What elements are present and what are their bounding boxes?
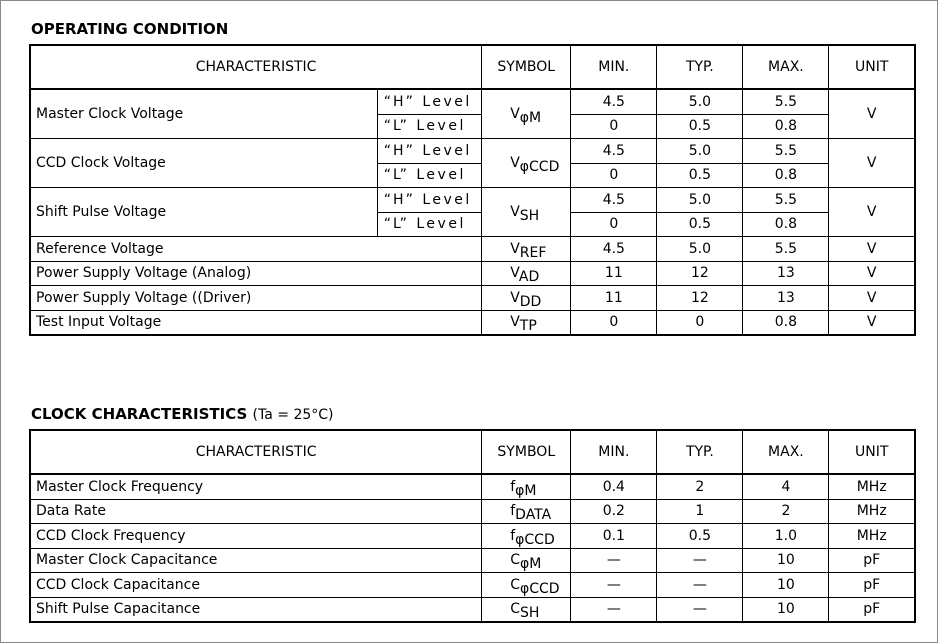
symbol-main: C — [510, 601, 520, 618]
level-h-cell: “H” Level — [377, 89, 481, 114]
min-cell: 4.5 — [571, 237, 657, 262]
max-cell: 2 — [743, 499, 829, 524]
max-cell: 5.5 — [743, 237, 829, 262]
symbol-subscript: φCCD — [515, 531, 555, 548]
min-cell: — — [571, 597, 657, 622]
symbol-subscript: SH — [519, 208, 540, 224]
symbol-main: f — [510, 478, 516, 495]
characteristic-cell: CCD Clock Voltage — [30, 139, 377, 188]
min-cell: 0.1 — [571, 524, 657, 549]
symbol-subscript: DATA — [515, 507, 552, 524]
symbol-subscript: φCCD — [519, 159, 560, 175]
unit-cell: V — [829, 188, 915, 237]
characteristic-cell: Power Supply Voltage ((Driver) — [30, 286, 482, 311]
level-h-cell: “H” Level — [377, 139, 481, 164]
max-cell: 13 — [743, 261, 829, 286]
symbol-main: V — [510, 204, 520, 220]
header-max: MAX. — [743, 430, 829, 474]
symbol-subscript: REF — [519, 244, 547, 261]
unit-cell: pF — [829, 548, 915, 573]
min-cell: — — [571, 573, 657, 598]
min-cell: 0 — [571, 212, 657, 237]
table-row — [30, 261, 915, 286]
header-unit: UNIT — [829, 430, 915, 474]
typ-cell: 0.5 — [657, 114, 743, 139]
operating-title-text: OPERATING CONDITION — [31, 20, 229, 38]
unit-cell: MHz — [829, 474, 915, 499]
typ-cell: 5.0 — [657, 89, 743, 114]
header-characteristic: CHARACTERISTIC — [30, 430, 482, 474]
table-row — [30, 499, 915, 524]
symbol-main: V — [510, 265, 519, 282]
typ-cell: 2 — [657, 474, 743, 499]
max-cell: 5.5 — [743, 188, 829, 213]
characteristic-cell: Shift Pulse Capacitance — [30, 597, 482, 622]
operating-condition-table — [29, 44, 916, 336]
unit-cell: V — [829, 237, 915, 262]
level-l-cell: “L” Level — [377, 163, 481, 188]
symbol-cell — [482, 474, 571, 499]
symbol-main: V — [510, 240, 520, 257]
typ-cell: 0.5 — [657, 524, 743, 549]
table-header-row — [30, 430, 915, 474]
typ-cell: — — [657, 573, 743, 598]
symbol-main: V — [510, 155, 520, 171]
max-cell: 0.8 — [743, 212, 829, 237]
min-cell: — — [571, 548, 657, 573]
characteristic-cell: CCD Clock Frequency — [30, 524, 482, 549]
symbol-cell — [482, 237, 571, 262]
max-cell: 5.5 — [743, 89, 829, 114]
header-symbol: SYMBOL — [482, 430, 571, 474]
unit-cell: V — [829, 310, 915, 335]
unit-cell: V — [829, 261, 915, 286]
max-cell: 0.8 — [743, 310, 829, 335]
max-cell: 1.0 — [743, 524, 829, 549]
characteristic-cell: Reference Voltage — [30, 237, 482, 262]
max-cell: 0.8 — [743, 114, 829, 139]
clock-condition-text: (Ta = 25°C) — [252, 407, 334, 423]
max-cell: 13 — [743, 286, 829, 311]
symbol-main: V — [510, 314, 520, 331]
operating-condition-title — [31, 20, 228, 38]
typ-cell: 0.5 — [657, 163, 743, 188]
typ-cell: 1 — [657, 499, 743, 524]
symbol-cell — [482, 524, 571, 549]
max-cell: 10 — [743, 597, 829, 622]
symbol-subscript: AD — [518, 269, 540, 286]
clock-title-text: CLOCK CHARACTERISTICS — [31, 405, 248, 423]
symbol-main: f — [510, 503, 516, 520]
unit-cell: pF — [829, 573, 915, 598]
typ-cell: 0.5 — [657, 212, 743, 237]
unit-cell: V — [829, 286, 915, 311]
characteristic-cell: Master Clock Voltage — [30, 89, 377, 139]
header-min: MIN. — [571, 430, 657, 474]
unit-cell: V — [829, 139, 915, 188]
symbol-cell — [482, 548, 571, 573]
symbol-cell — [482, 286, 571, 311]
level-l-cell: “L” Level — [377, 212, 481, 237]
typ-cell: 5.0 — [657, 237, 743, 262]
symbol-subscript: φM — [519, 110, 542, 126]
typ-cell: 12 — [657, 286, 743, 311]
level-h-cell: “H” Level — [377, 188, 481, 213]
symbol-cell — [482, 573, 571, 598]
min-cell: 4.5 — [571, 89, 657, 114]
symbol-cell — [482, 188, 571, 237]
min-cell: 0 — [571, 114, 657, 139]
symbol-subscript: TP — [519, 318, 537, 335]
min-cell: 0 — [571, 310, 657, 335]
table-header-row — [30, 45, 915, 89]
header-unit: UNIT — [829, 45, 915, 89]
table-row — [30, 573, 915, 598]
typ-cell: — — [657, 548, 743, 573]
symbol-main: V — [510, 106, 520, 122]
symbol-main: f — [510, 527, 516, 544]
table-row — [30, 597, 915, 622]
characteristic-cell: Data Rate — [30, 499, 482, 524]
max-cell: 5.5 — [743, 139, 829, 164]
clock-characteristics-table — [29, 429, 916, 623]
characteristic-cell: Power Supply Voltage (Analog) — [30, 261, 482, 286]
symbol-cell — [482, 261, 571, 286]
typ-cell: 0 — [657, 310, 743, 335]
unit-cell: MHz — [829, 524, 915, 549]
min-cell: 0 — [571, 163, 657, 188]
symbol-main: V — [510, 289, 520, 306]
symbol-cell — [482, 139, 571, 188]
typ-cell: 5.0 — [657, 188, 743, 213]
typ-cell: — — [657, 597, 743, 622]
table-row — [30, 139, 915, 164]
unit-cell: MHz — [829, 499, 915, 524]
symbol-cell — [482, 499, 571, 524]
header-max: MAX. — [743, 45, 829, 89]
unit-cell: V — [829, 89, 915, 139]
level-l-cell: “L” Level — [377, 114, 481, 139]
characteristic-cell: CCD Clock Capacitance — [30, 573, 482, 598]
characteristic-cell: Master Clock Capacitance — [30, 548, 482, 573]
min-cell: 11 — [571, 286, 657, 311]
symbol-cell — [482, 597, 571, 622]
symbol-subscript: φM — [520, 556, 542, 573]
characteristic-cell: Master Clock Frequency — [30, 474, 482, 499]
symbol-main: C — [510, 552, 520, 569]
symbol-subscript: SH — [520, 605, 540, 622]
unit-cell: pF — [829, 597, 915, 622]
table-row — [30, 286, 915, 311]
characteristic-cell: Test Input Voltage — [30, 310, 482, 335]
max-cell: 10 — [743, 548, 829, 573]
symbol-subscript: φM — [515, 482, 537, 499]
symbol-subscript: φCCD — [520, 580, 560, 597]
clock-characteristics-title — [31, 405, 334, 423]
header-typ: TYP. — [657, 45, 743, 89]
min-cell: 0.4 — [571, 474, 657, 499]
table-row — [30, 237, 915, 262]
table-row — [30, 310, 915, 335]
characteristic-cell: Shift Pulse Voltage — [30, 188, 377, 237]
min-cell: 11 — [571, 261, 657, 286]
header-typ: TYP. — [657, 430, 743, 474]
symbol-main: C — [510, 576, 520, 593]
header-min: MIN. — [571, 45, 657, 89]
min-cell: 0.2 — [571, 499, 657, 524]
max-cell: 4 — [743, 474, 829, 499]
max-cell: 10 — [743, 573, 829, 598]
min-cell: 4.5 — [571, 139, 657, 164]
typ-cell: 5.0 — [657, 139, 743, 164]
table-row — [30, 188, 915, 213]
table-row — [30, 524, 915, 549]
max-cell: 0.8 — [743, 163, 829, 188]
symbol-subscript: DD — [519, 293, 542, 310]
symbol-cell — [482, 89, 571, 139]
table-row — [30, 89, 915, 114]
typ-cell: 12 — [657, 261, 743, 286]
min-cell: 4.5 — [571, 188, 657, 213]
header-symbol: SYMBOL — [482, 45, 571, 89]
header-characteristic: CHARACTERISTIC — [30, 45, 482, 89]
table-row — [30, 474, 915, 499]
table-row — [30, 548, 915, 573]
symbol-cell — [482, 310, 571, 335]
